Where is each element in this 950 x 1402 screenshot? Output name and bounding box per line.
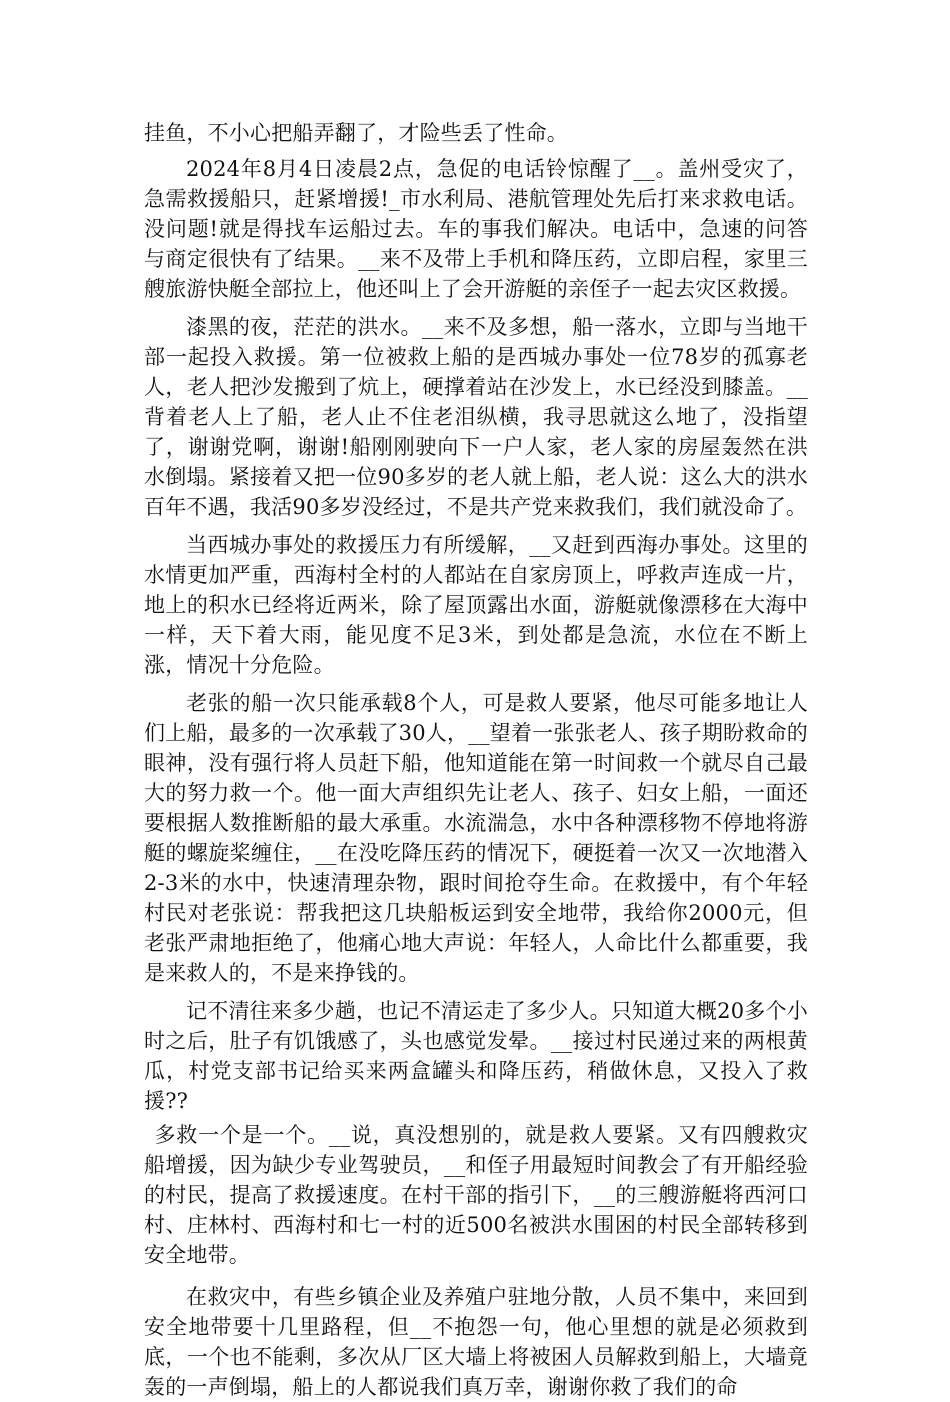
document-page	[144, 118, 808, 1402]
paragraph-7: 多救一个是一个。__说，真没想别的，就是救人要紧。又有四艘救灾船增援，因为缺少专业驾驶员，__和侄子用最短时间教会了有开船经验的村民，提高了救援速度。在村干部的指引下，__的三艘游艇将西河口村、庄林村、西海村和七一村的近500名被洪水围困的村民全部转移到安全地带。	[144, 1123, 808, 1267]
paragraph-6: 记不清往来多少趟，也记不清运走了多少人。只知道大概20多个小时之后，肚子有饥饿感了，头也感觉发晕。__接过村民递过来的两根黄瓜，村党支部书记给买来两盒罐头和降压药，稍做休息，又投入了救援??	[144, 999, 808, 1113]
paragraph-3: 漆黑的夜，茫茫的洪水。__来不及多想，船一落水，立即与当地干部一起投入救援。第一位被救上船的是西城办事处一位78岁的孤寡老人，老人把沙发搬到了炕上，硬撑着站在沙发上，水已经没到膝盖。__背着老人上了船，老人止不住老泪纵横，我寻思就这么地了，没指望了，谢谢党啊，谢谢!船刚刚驶向下一户人家，老人家的房屋轰然在洪水倒塌。紧接着又把一位90多岁的老人就上船，老人说：这么大的洪水百年不遇，我活90多岁没经过，不是共产党来救我们，我们就没命了。	[144, 315, 808, 519]
paragraph-2: 2024年8月4日凌晨2点，急促的电话铃惊醒了__。盖州受灾了，急需救援船只，赶紧增援!_市水利局、港航管理处先后打来求救电话。没问题!就是得找车运船过去。车的事我们解决。电话中，急速的问答与商定很快有了结果。__来不及带上手机和降压药，立即启程，家里三艘旅游快艇全部拉上，他还叫上了会开游艇的亲侄子一起去灾区救援。	[144, 157, 808, 301]
paragraph-5: 老张的船一次只能承载8个人，可是救人要紧，他尽可能多地让人们上船，最多的一次承载了30人，__望着一张张老人、孩子期盼救命的眼神，没有强行将人员赶下船，他知道能在第一时间救一个就尽自己最大的努力救一个。他一面大声组织先让老人、孩子、妇女上船，一面还要根据人数推断船的最大承重。水流湍急，水中各种漂移物不停地将游艇的螺旋桨缠住，__在没吃降压药的情况下，硬挺着一次又一次地潜入2-3米的水中，快速清理杂物，跟时间抢夺生命。在救援中，有个年轻村民对老张说：帮我把这几块船板运到安全地带，我给你2000元，但老张严肃地拒绝了，他痛心地大声说：年轻人，人命比什么都重要，我是来救人的，不是来挣钱的。	[144, 691, 808, 985]
paragraph-1: 挂鱼，不小心把船弄翻了，才险些丢了性命。	[144, 121, 568, 145]
paragraph-4: 当西城办事处的救援压力有所缓解，__又赶到西海办事处。这里的水情更加严重，西海村全村的人都站在自家房顶上，呼救声连成一片，地上的积水已经将近两米，除了屋顶露出水面，游艇就像漂移在大海中一样，天下着大雨，能见度不足3米，到处都是急流，水位在不断上涨，情况十分危险。	[144, 533, 808, 677]
paragraph-8: 在救灾中，有些乡镇企业及养殖户驻地分散，人员不集中，来回到安全地带要十几里路程，但__不抱怨一句，他心里想的就是必须救到底，一个也不能剩，多次从厂区大墙上将被困人员解救到船上，大墙竟轰的一声倒塌，船上的人都说我们真万幸，谢谢你救了我们的命	[144, 1285, 808, 1399]
